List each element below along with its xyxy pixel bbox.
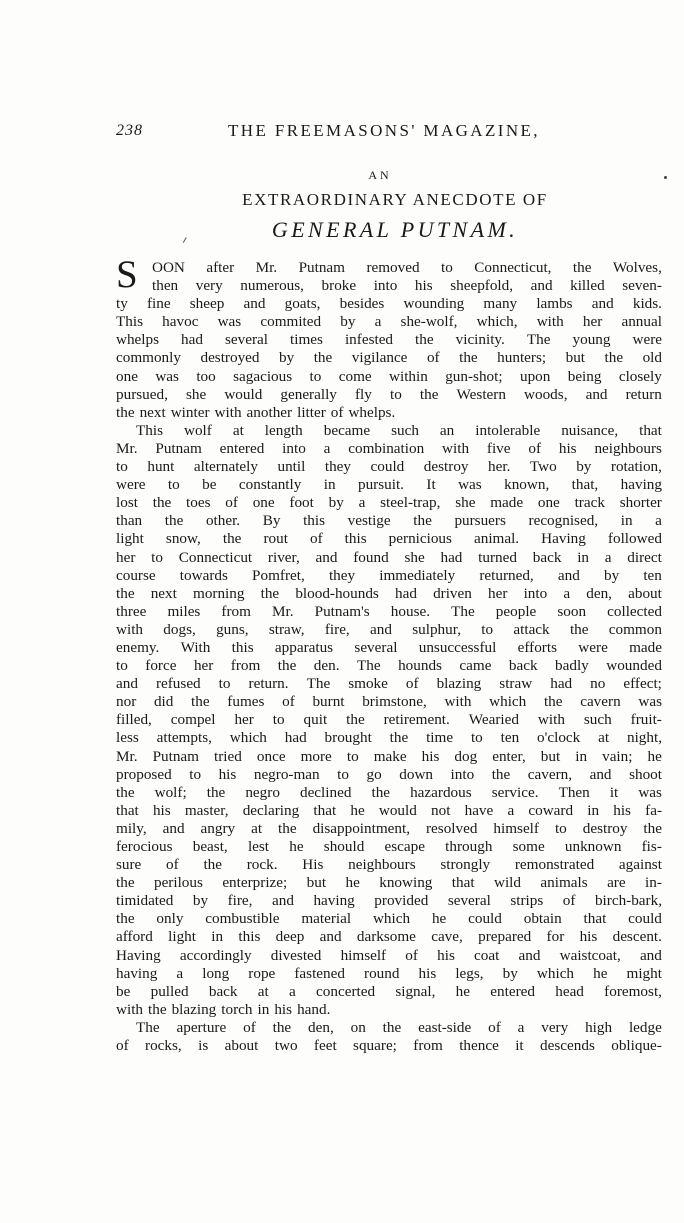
drop-cap: S [116, 253, 138, 296]
text-line: Mr. Putnam tried once more to make his dog enter, but in vain; he [116, 747, 662, 765]
text-line: Mr. Putnam entered into a combination with five of his neighbours [116, 439, 662, 457]
text-line: the next winter with another litter of whelps. [116, 403, 396, 421]
text-line: light snow, the rout of this pernicious animal. Having followed [116, 530, 662, 548]
text-line: the only combustible material which he could obtain that could [116, 910, 662, 928]
text-line: Having accordingly divested himself of his coat and waistcoat, and [116, 946, 662, 964]
text-line: having a long rope fastened round his legs, by which he might [116, 964, 662, 982]
text-line: ferocious beast, lest he should escape through some unknown fis- [116, 838, 662, 855]
text-line: be pulled back at a concerted signal, he entered head foremost, [116, 982, 662, 1000]
text-line: to force her from the den. The hounds came back badly wounded [116, 657, 662, 675]
text-line: OON after Mr. Putnam removed to Connecticut, the Wolves, [152, 259, 662, 276]
text-line: and refused to return. The smoke of blazing straw had no effect; [116, 675, 662, 693]
text-line: the perilous enterprize; but he knowing that wild animals are in- [116, 874, 662, 892]
text-line: enemy. With this apparatus several unsuccessful efforts were made [116, 638, 662, 656]
article-pre-title: AN [368, 168, 392, 182]
text-line: to hunt alternately until they could destroy her. Two by rotation, [116, 458, 662, 476]
ink-mark [183, 237, 190, 245]
text-line: afford light in this deep and darksome cave, prepared for his descent. [116, 928, 662, 946]
text-line: with the blazing torch in his hand. [116, 1000, 331, 1018]
article-title-line-2: GENERAL PUTNAM. [271, 217, 519, 242]
text-line: filled, compel her to quit the retirement. Wearied with such fruit- [116, 711, 662, 729]
text-line: then very numerous, broke into his sheepfold, and killed seven- [152, 277, 662, 295]
text-line: her to Connecticut river, and found she had turned back in a direct [116, 548, 662, 566]
text-line: were to be constantly in pursuit. It was known, that, having [116, 476, 662, 494]
text-line: pursued, she would generally fly to the Western woods, and return [116, 385, 662, 403]
text-line: less attempts, which had brought the time to ten o'clock at night, [116, 729, 662, 747]
text-line: with dogs, guns, straw, fire, and sulphur, to attack the common [116, 620, 662, 638]
text-line: that his master, declaring that he would not have a coward in his fa- [116, 801, 662, 819]
text-line: This havoc was commited by a she-wolf, which, with her annual [116, 313, 662, 331]
text-line: The aperture of the den, on the east-side of a very high ledge [136, 1018, 662, 1036]
text-line: whelps had several times infested the vicinity. The young were [116, 331, 662, 349]
article-body [116, 259, 662, 1055]
text-line: ty fine sheep and goats, besides wounding many lambs and kids. [116, 295, 662, 313]
text-line: proposed to his negro-man to go down into the cavern, and shoot [116, 765, 662, 783]
text-line: the next morning the blood-hounds had driven her into a den, about [116, 584, 662, 602]
page-number: 238 [116, 122, 143, 139]
running-head: THE FREEMASONS' MAGAZINE, [228, 121, 540, 140]
text-line: one was too sagacious to come within gun-shot; upon being closely [116, 367, 662, 385]
text-line: of rocks, is about two feet square; from thence it descends oblique- [116, 1037, 662, 1055]
text-line: mily, and angry at the disappointment, resolved himself to destroy the [116, 819, 662, 837]
text-line: timidated by fire, and having provided several strips of birch-bark, [116, 892, 662, 910]
text-line: lost the toes of one foot by a steel-trap, she made one track shorter [116, 494, 662, 512]
text-line: course towards Pomfret, they immediately returned, and by ten [116, 566, 662, 584]
text-line: the wolf; the negro declined the hazardous service. Then it was [116, 783, 662, 801]
text-line: This wolf at length became such an intolerable nuisance, that [136, 421, 662, 439]
text-line: than the other. By this vestige the pursuers recognised, in a [116, 512, 662, 530]
text-line: nor did the fumes of burnt brimstone, with which the cavern was [116, 693, 662, 711]
text-line: commonly destroyed by the vigilance of the hunters; but the old [116, 349, 662, 367]
article-title-line-1: EXTRAORDINARY ANECDOTE OF [242, 190, 548, 209]
text-line: sure of the rock. His neighbours strongly remonstrated against [116, 856, 662, 874]
text-line: three miles from Mr. Putnam's house. The people soon collected [116, 602, 662, 620]
